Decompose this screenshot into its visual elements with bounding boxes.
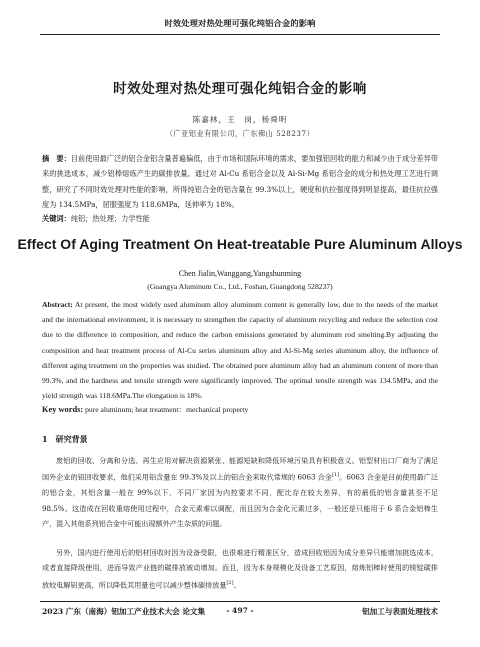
abstract-cn [42, 151, 438, 212]
authors-cn: 陈嘉林，王 岗，杨舜明 [192, 115, 288, 124]
title-cn: 时效处理对热处理可强化纯铝合金的影响 [113, 81, 367, 97]
footer-left: 2023 广东（南海）铝加工产业技术大会 论文集 [42, 607, 206, 616]
affiliation-en: (Guangya Aluminum Co., Ltd., Foshan, Guangdong 528237) [147, 282, 333, 291]
body-p2-end: 。 [233, 580, 241, 590]
body-paragraph-2 [42, 545, 438, 593]
abstract-en-text: At present, the most widely used aluminum alloy aluminum content is generally low, due to the needs of the market and the international environment, it is necessary to strengthen the capacity of aluminum recycling and reduce the selection cost due to the difference in composition, and reduce the carbon emissions generated by aluminum rod smelting.By adjusting the composition and heat treatment process of Al-Cu series aluminum alloy and Al-Si-Mg series aluminum alloy, the influence of different aging treatment on the properties was studied. The obtained pure aluminum alloy had an aluminum content of more than 99.3%, and the hardness and tensile strength were significantly improved. The optimal tensile strength was 134.5MPa, and the yield strength was 118.6MPa.The elongation is 18%. [42, 300, 438, 401]
citation-2: [2] [226, 579, 234, 586]
page-number: - 497 - [226, 606, 254, 615]
header-rule [40, 34, 440, 35]
authors-en: Chen Jialin,Wanggang,Yangshunming [178, 269, 302, 278]
citation-1: [1] [332, 472, 340, 479]
abstract-en [42, 297, 438, 403]
title-en: Effect Of Aging Treatment On Heat-treatable Pure Aluminum Alloys [17, 236, 463, 252]
running-header: 时效处理对热处理可强化纯铝合金的影响 [164, 18, 316, 28]
keywords-en-label: Key words: [42, 405, 84, 414]
keywords-cn-label: 关键词： [42, 214, 71, 223]
keywords-cn [42, 211, 438, 226]
keywords-en [42, 402, 438, 417]
footer-rule [40, 601, 440, 602]
keywords-cn-text: 纯铝；热处理；力学性能 [70, 214, 150, 223]
body-p2-text: 另外，国内进行使用后的铝材回收时因为设备受限，也很难进行精准区分，造成回收铝因为成分差异只能增加挑选成本，或者直接降级使用，进而导致产业链的碳排放被动增加。而且，因为本身规模化及设备工艺原因，熔炼铝棒时使用的镁锭碳排放较电解铝更高，所以降低其用量也可以减少整体碳排放量 [42, 548, 438, 590]
body-p1b-text: 。6063 合金是目前使用最广泛的铝合金，其铝含量一般在 99%以下，不同厂家因为内控要求不同，配比存在较大差异，有的最低的铝含量甚至不足 98.5%。这造成在回收重熔使用过程中，合金元素难以调配，而且因为合金化元素过多，一般还是只能用于 6 系合金铝棒生产，混入其他系列铝合金中可能出现额外产生杂质的问题。 [42, 472, 438, 528]
body-paragraph-1 [42, 453, 438, 531]
abstract-en-label: Abstract: [42, 300, 73, 309]
abstract-cn-label: 摘 要： [42, 154, 71, 163]
body-p1-text: 废铝的回收、分离和分选、再生应用对解决资源紧张、能源短缺和降低环境污染具有积极意义。铝型材出口厂商为了满足国外企业的铝回收要求，他们采用铝含量在 99.3%及以上的铝合金来取代常规的 6063 合金 [42, 456, 438, 482]
keywords-en-text: pure aluminum; heat treatment：mechanical property [85, 405, 249, 414]
footer-right: 铝加工与表面处理技术 [362, 607, 438, 616]
affiliation-cn: （广亚铝业有限公司，广东佛山 528237） [165, 129, 315, 138]
abstract-cn-text: 目前使用最广泛的铝合金铝含量普遍偏低，由于市场和国际环境的需求，要加强铝回收的能力和减少由于成分差异带来的挑选成本，减少铝棒熔炼产生的碳排放量。通过对 Al-Cu 系铝合金以及 Al-Si-Mg 系铝合金的成分和热处理工艺进行调整，研究了不同时效处理对性能的影响，所得纯铝合金的铝含量在 99.3%以上，硬度和抗拉强度得到明显提高，最佳抗拉强度为 134.5MPa，屈服强度为 118.6MPa，延伸率为 18%。 [42, 154, 438, 209]
section-heading: 1 研究背景 [42, 434, 88, 444]
